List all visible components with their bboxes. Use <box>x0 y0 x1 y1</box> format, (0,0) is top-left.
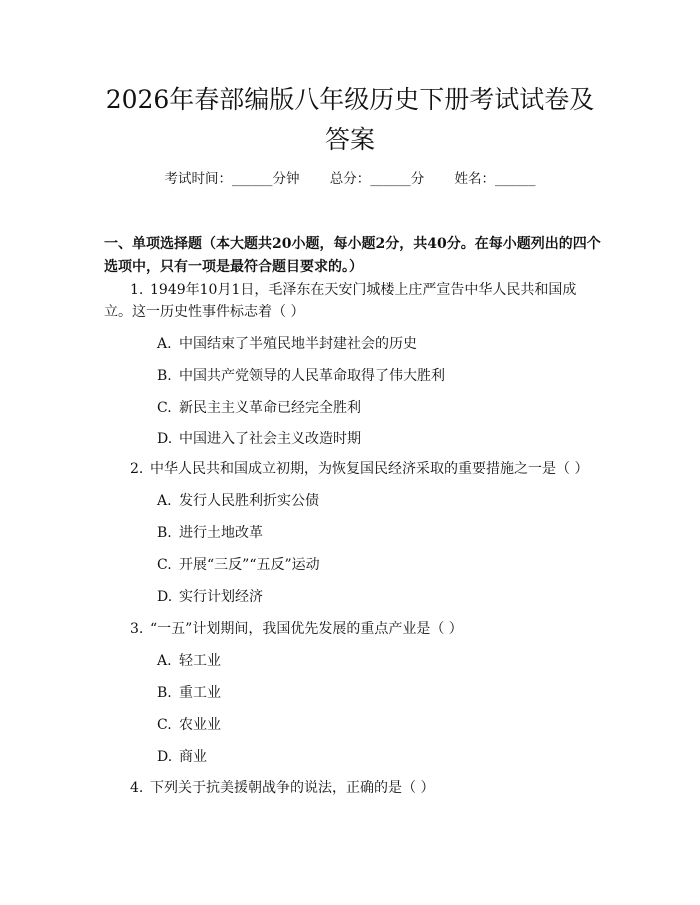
option-text: 重工业 <box>179 685 221 701</box>
question-1 <box>104 279 604 323</box>
option-text: 商业 <box>179 749 207 765</box>
question-2-option-b <box>157 523 597 543</box>
option-text: 轻工业 <box>179 653 221 669</box>
question-number: 4. <box>130 780 144 796</box>
question-3-option-a <box>157 651 597 671</box>
question-2-option-d <box>157 587 597 607</box>
question-number: 2. <box>130 461 144 477</box>
question-1-option-c <box>157 398 597 418</box>
exam-meta <box>0 170 700 188</box>
question-text: 1949年10月1日，毛泽东在天安门城楼上庄严宣告中华人民共和国成立。这一历史性事件标志着（ ） <box>104 282 577 320</box>
option-text: 开展“三反”“五反”运动 <box>179 557 320 573</box>
option-letter: B. <box>157 368 172 384</box>
option-text: 中国结束了半殖民地半封建社会的历史 <box>179 336 417 352</box>
page-title: 2026年春部编版八年级历史下册考试试卷及答案 <box>105 85 595 154</box>
question-2 <box>104 458 604 480</box>
option-letter: A. <box>157 336 172 352</box>
question-3-option-d <box>157 747 597 767</box>
option-text: 实行计划经济 <box>179 589 263 605</box>
question-2-option-a <box>157 491 597 511</box>
option-letter: B. <box>157 525 172 541</box>
question-2-option-c <box>157 555 597 575</box>
option-text: 发行人民胜利折实公债 <box>179 493 319 509</box>
section-heading: 一、单项选择题（本大题共20小题，每小题2分，共40分。在每小题列出的四个选项中，只有一项是最符合题目要求的。） <box>104 236 601 275</box>
option-text: 中国共产党领导的人民革命取得了伟大胜利 <box>179 368 445 384</box>
option-letter: B. <box>157 685 172 701</box>
question-text: 中华人民共和国成立初期，为恢复国民经济采取的重要措施之一是（ ） <box>150 461 589 477</box>
question-number: 1. <box>130 282 144 298</box>
option-letter: D. <box>157 431 173 447</box>
option-text: 进行土地改革 <box>179 525 263 541</box>
option-text: 新民主主义革命已经完全胜利 <box>179 400 361 416</box>
question-number: 3. <box>130 621 144 637</box>
option-letter: C. <box>157 717 172 733</box>
question-3 <box>104 618 604 640</box>
option-text: 农业业 <box>179 717 221 733</box>
option-letter: D. <box>157 749 173 765</box>
option-letter: C. <box>157 400 172 416</box>
exam-time: 考试时间：______分钟 <box>164 171 300 187</box>
question-1-option-b <box>157 366 597 386</box>
question-text: 下列关于抗美援朝战争的说法，正确的是（ ） <box>150 780 435 796</box>
option-letter: C. <box>157 557 172 573</box>
question-1-option-d <box>157 429 597 449</box>
question-3-option-c <box>157 715 597 735</box>
question-4 <box>104 777 604 799</box>
option-letter: A. <box>157 493 172 509</box>
student-name: 姓名：______ <box>454 171 536 187</box>
question-text: “一五”计划期间，我国优先发展的重点产业是（ ） <box>150 621 463 637</box>
question-3-option-b <box>157 683 597 703</box>
option-letter: D. <box>157 589 173 605</box>
exam-total-score: 总分：______分 <box>329 171 425 187</box>
question-1-option-a <box>157 334 597 354</box>
option-text: 中国进入了社会主义改造时期 <box>179 431 361 447</box>
option-letter: A. <box>157 653 172 669</box>
